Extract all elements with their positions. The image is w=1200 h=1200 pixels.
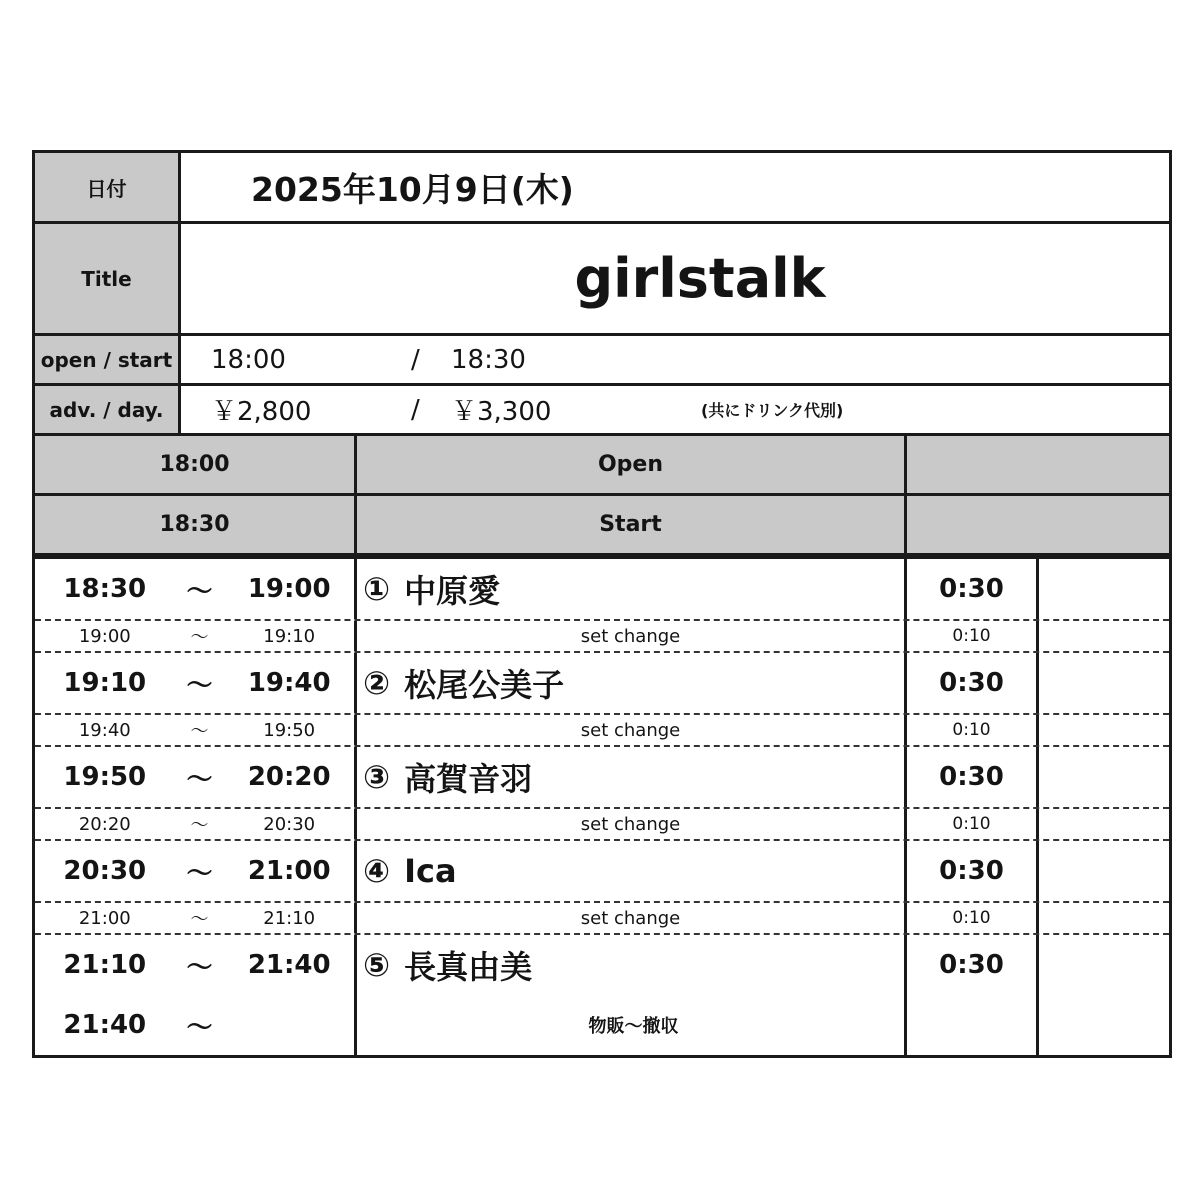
row-label: 物販〜撤収 bbox=[357, 995, 907, 1055]
start-time: 18:30 bbox=[63, 574, 147, 604]
duration: 0:10 bbox=[907, 903, 1039, 933]
time-range bbox=[35, 559, 357, 619]
empty-cell bbox=[907, 436, 1169, 493]
empty-cell bbox=[1039, 903, 1169, 933]
teardown-row bbox=[35, 995, 1169, 1055]
tilde: 〜 bbox=[190, 627, 209, 648]
start-time: 19:10 bbox=[63, 668, 147, 698]
slash: / bbox=[411, 344, 420, 375]
price-note: (共にドリンク代別) bbox=[701, 401, 844, 420]
schedule-table bbox=[32, 556, 1172, 1058]
tilde: 〜 bbox=[190, 909, 209, 930]
act-number: ① bbox=[363, 570, 391, 608]
start-time: 21:00 bbox=[78, 907, 131, 929]
empty-cell bbox=[1039, 747, 1169, 807]
act-name-cell bbox=[357, 747, 907, 807]
act-row bbox=[35, 559, 1169, 619]
open-start-label: open / start bbox=[35, 336, 181, 383]
event-header bbox=[32, 150, 1172, 436]
duration: 0:10 bbox=[907, 809, 1039, 839]
start-time: 20:20 bbox=[78, 813, 131, 835]
time-range bbox=[35, 621, 357, 651]
time-range bbox=[35, 995, 357, 1055]
title-label: Title bbox=[35, 224, 181, 333]
tilde: 〜 bbox=[190, 815, 209, 836]
start-time: 19:40 bbox=[78, 719, 131, 741]
time-range bbox=[35, 747, 357, 807]
act-number: ② bbox=[363, 664, 391, 702]
tilde: 〜 bbox=[186, 764, 213, 795]
gray-rows bbox=[32, 436, 1172, 556]
open-time: 18:00 bbox=[211, 344, 286, 375]
duration: 0:30 bbox=[907, 559, 1039, 619]
empty-cell bbox=[1039, 621, 1169, 651]
time-range bbox=[35, 935, 357, 995]
open-row bbox=[32, 436, 1172, 496]
end-time: 19:40 bbox=[247, 668, 331, 698]
start-row bbox=[32, 496, 1172, 556]
date-row bbox=[35, 150, 1169, 224]
empty-cell bbox=[1039, 715, 1169, 745]
act-name: 松尾公美子 bbox=[404, 666, 565, 704]
start-time: 18:30 bbox=[451, 344, 526, 375]
start-time: 19:00 bbox=[78, 625, 131, 647]
end-time: 20:30 bbox=[263, 813, 316, 835]
price-row bbox=[35, 386, 1169, 436]
tilde: 〜 bbox=[186, 1012, 213, 1043]
end-time: 19:50 bbox=[263, 719, 316, 741]
duration: 0:30 bbox=[907, 935, 1039, 995]
act-number: ③ bbox=[363, 758, 391, 796]
row-label: set change bbox=[357, 715, 907, 745]
row-label: set change bbox=[357, 903, 907, 933]
empty-cell bbox=[1039, 653, 1169, 713]
title-row bbox=[35, 224, 1169, 336]
open-row-time: 18:00 bbox=[35, 436, 357, 493]
open-start-values bbox=[181, 336, 1169, 383]
start-row-time: 18:30 bbox=[35, 496, 357, 553]
start-time: 21:10 bbox=[63, 950, 147, 980]
set-change-row bbox=[35, 713, 1169, 747]
act-row bbox=[35, 747, 1169, 807]
end-time: 19:10 bbox=[263, 625, 316, 647]
empty-cell bbox=[1039, 559, 1169, 619]
act-name-cell bbox=[357, 559, 907, 619]
empty-cell bbox=[1039, 995, 1169, 1055]
act-name: 長真由美 bbox=[404, 948, 533, 986]
time-range bbox=[35, 653, 357, 713]
empty-cell bbox=[1039, 841, 1169, 901]
end-time: 20:20 bbox=[247, 762, 331, 792]
duration: 0:10 bbox=[907, 621, 1039, 651]
day-price: ￥3,300 bbox=[451, 397, 552, 427]
duration: 0:10 bbox=[907, 715, 1039, 745]
price-values bbox=[181, 386, 1169, 433]
act-number: ④ bbox=[363, 852, 391, 890]
start-time: 19:50 bbox=[63, 762, 147, 792]
time-range bbox=[35, 841, 357, 901]
open-start-row bbox=[35, 336, 1169, 386]
time-range bbox=[35, 809, 357, 839]
date-label: 日付 bbox=[35, 153, 181, 221]
start-time: 21:40 bbox=[63, 1010, 147, 1040]
duration: 0:30 bbox=[907, 747, 1039, 807]
tilde: 〜 bbox=[186, 952, 213, 983]
end-time: 21:10 bbox=[263, 907, 316, 929]
time-range bbox=[35, 715, 357, 745]
empty-cell bbox=[907, 496, 1169, 553]
act-row bbox=[35, 935, 1169, 995]
adv-price: ￥2,800 bbox=[211, 397, 312, 427]
set-change-row bbox=[35, 619, 1169, 653]
tilde: 〜 bbox=[186, 670, 213, 701]
act-row bbox=[35, 841, 1169, 901]
act-row bbox=[35, 653, 1169, 713]
act-name-cell bbox=[357, 841, 907, 901]
start-time: 20:30 bbox=[63, 856, 147, 886]
act-name: Ica bbox=[404, 852, 457, 890]
timetable-sheet bbox=[32, 150, 1172, 1058]
act-name-cell bbox=[357, 653, 907, 713]
duration: 0:30 bbox=[907, 653, 1039, 713]
price-label: adv. / day. bbox=[35, 386, 181, 433]
tilde: 〜 bbox=[186, 576, 213, 607]
set-change-row bbox=[35, 901, 1169, 935]
tilde: 〜 bbox=[186, 858, 213, 889]
end-time: 21:00 bbox=[247, 856, 331, 886]
event-title: girlstalk bbox=[574, 247, 826, 310]
duration bbox=[907, 995, 1039, 1055]
end-time: 19:00 bbox=[247, 574, 331, 604]
empty-cell bbox=[1039, 809, 1169, 839]
duration: 0:30 bbox=[907, 841, 1039, 901]
row-label: set change bbox=[357, 621, 907, 651]
act-name: 中原愛 bbox=[404, 572, 501, 610]
open-row-label: Open bbox=[357, 436, 907, 493]
act-name-cell bbox=[357, 935, 907, 995]
tilde: 〜 bbox=[190, 721, 209, 742]
act-number: ⑤ bbox=[363, 946, 391, 984]
end-time: 21:40 bbox=[247, 950, 331, 980]
row-label: set change bbox=[357, 809, 907, 839]
set-change-row bbox=[35, 807, 1169, 841]
empty-cell bbox=[1039, 935, 1169, 995]
time-range bbox=[35, 903, 357, 933]
act-name: 高賀音羽 bbox=[404, 760, 533, 798]
date-value: 2025年10月9日(木) bbox=[251, 169, 574, 209]
slash: / bbox=[411, 394, 420, 425]
start-row-label: Start bbox=[357, 496, 907, 553]
